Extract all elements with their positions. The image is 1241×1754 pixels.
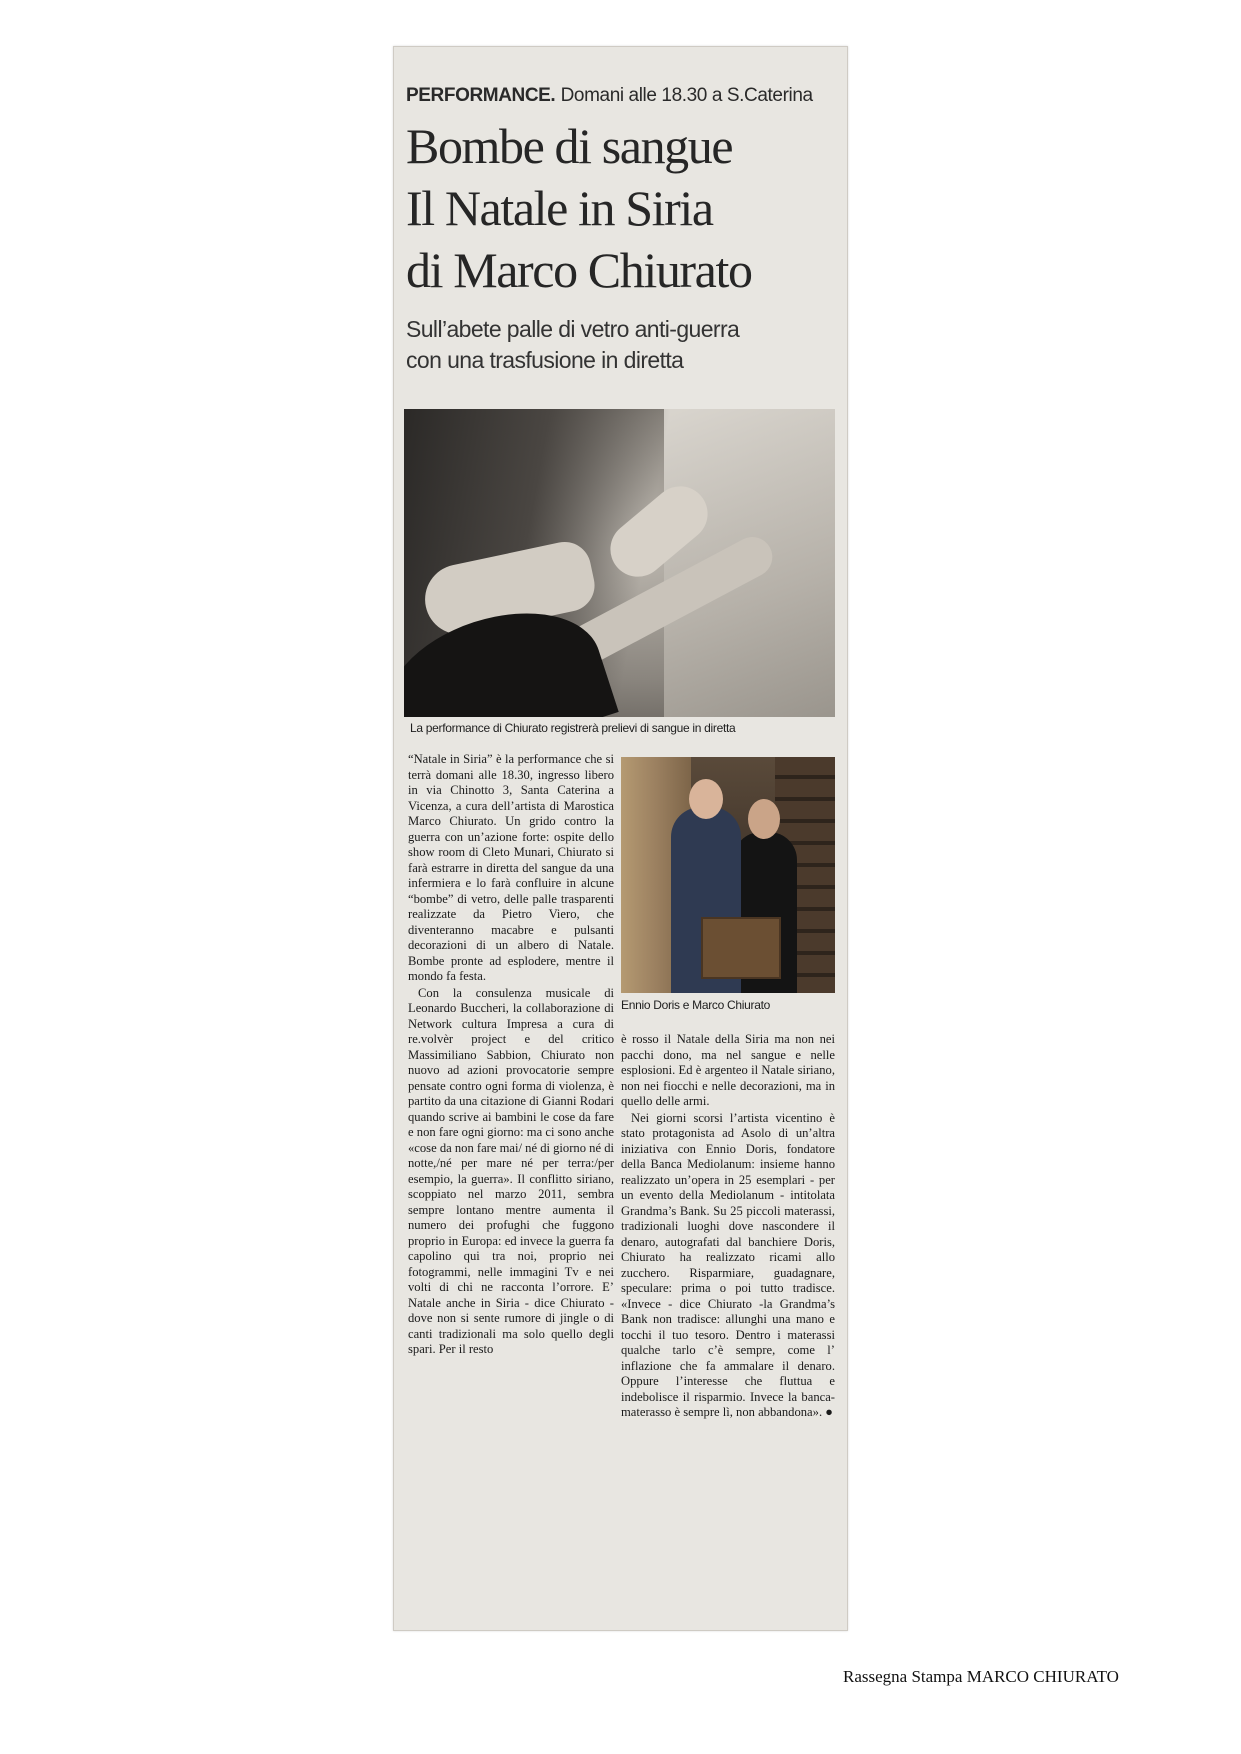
body-paragraph: “Natale in Siria” è la performance che si terrà domani alle 18.30, ingresso libero in via Chinotto 3, Santa Caterina a Vicenza, a cura dell’artista di Marostica Marco Chiurato. Un grido contro la guerra con un’azione forte: ospite dello show room di Cleto Munari, Chiurato si farà estrarre in diretta del sangue da una infermiera e lo farà confluire in alcune “bombe” di vetro, delle palle trasparenti realizzate da Pietro Viero, che diventeranno macabre e pulsanti decorazioni di un albero di Natale. Bombe pronte ad esplodere, mentre il mondo fa festa.: [408, 752, 614, 983]
body-column-right: [621, 1032, 835, 1421]
subheadline-line: con una trasfusione in diretta: [406, 347, 684, 373]
headline: [406, 115, 839, 301]
small-photo-caption: Ennio Doris e Marco Chiurato: [621, 998, 771, 1012]
headline-line: Il Natale in Siria: [406, 180, 713, 236]
main-photo-caption: La performance di Chiurato registrerà prelievi di sangue in diretta: [410, 721, 736, 735]
headline-line: di Marco Chiurato: [406, 242, 752, 298]
subheadline-line: Sull’abete palle di vetro anti-guerra: [406, 316, 740, 342]
rubric-label: PERFORMANCE.: [406, 85, 556, 106]
body-paragraph: è rosso il Natale della Siria ma non nei pacchi dono, ma nel sangue e nelle esplosioni. Ed è argenteo il Natale siriano, non nei fiocchi e nelle decorazioni, ma in quello delle armi.: [621, 1032, 835, 1108]
headline-line: Bombe di sangue: [406, 118, 733, 174]
photo-two-men: [621, 757, 835, 993]
body-paragraph: Con la consulenza musicale di Leonardo Buccheri, la collaborazione di Network cultura Impresa a cura di re.volvèr project e del critico Massimiliano Sabbion, Chiurato non nuovo ad azioni provocatorie sempre pensate contro ogni forma di violenza, è partito da una citazione di Gianni Rodari quando scrive ai bambini le cose da fare e non fare ogni giorno: ma ci sono anche «cose da non fare mai/ né di giorno né di notte,/né per mare né per terra:/per esempio, la guerra». Il conflitto siriano, scoppiato nel marzo 2011, sembra sempre lontano mentre aumenta il numero dei profughi che fuggono proprio in Europa: ed invece la guerra fa capolino qui tra noi, proprio nei fotogrammi, nelle immagini Tv e nei volti di chi ne racconta l’orrore. E’ Natale anche in Siria - dice Chiurato - dove non si sente rumore di jingle o di canti tradizionali ma solo quello degli spari. Per il resto: [408, 985, 614, 1356]
body-paragraph: Nei giorni scorsi l’artista vicentino è stato protagonista ad Asolo di un’altra iniziativa con Ennio Doris, fondatore della Banca Mediolanum: insieme hanno realizzato un’opera in 25 esemplari - per un evento della Mediolanum - intitolata Grandma’s Bank. Su 25 piccoli materassi, tradizionali luoghi dove nascondere il denaro, autografati dal banchiere Doris, Chiurato ha realizzato ricami allo zucchero. Risparmiare, guadagnare, speculare: prima o poi tutto tradisce. «Invece - dice Chiurato -la Grandma’s Bank non tradisce: allunghi una mano e tocchi il tuo tesoro. Dentro i materassi qualche tarlo c’è sempre, come l’ inflazione che fa ammalare il denaro. Oppure l’interesse che fluttua e indebolisce il risparmio. Invece la banca-materasso è sempre lì, non abbandona». ●: [621, 1110, 835, 1419]
rubric-text: Domani alle 18.30 a S.Caterina: [560, 85, 813, 106]
main-photo-hands: [404, 409, 835, 717]
article-kicker: [406, 85, 839, 107]
subheadline: [406, 314, 839, 376]
footer-credit: Rassegna Stampa MARCO CHIURATO: [843, 1667, 1119, 1686]
body-column-left: [408, 752, 614, 1358]
newspaper-clipping: [393, 46, 848, 1631]
